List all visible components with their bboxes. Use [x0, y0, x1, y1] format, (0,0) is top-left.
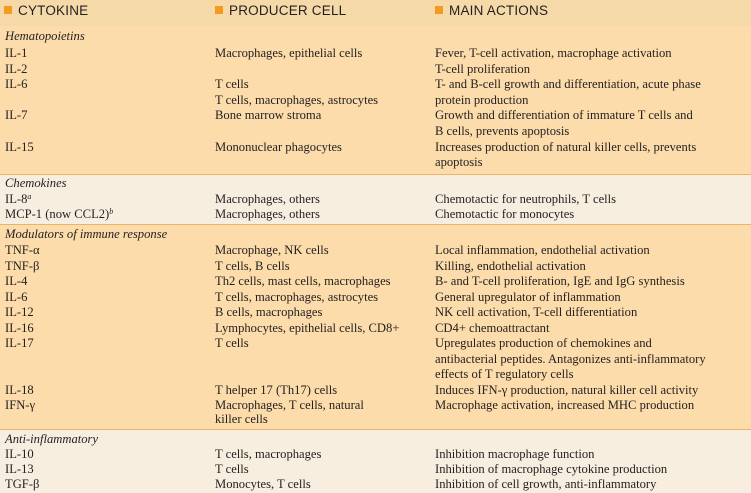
producer-cell: Macrophages, T cells, natural [215, 398, 364, 412]
actions-cell: apoptosis [435, 155, 483, 169]
cytokine-cell: IL-8$^a$ [5, 192, 32, 206]
footnote-marker: a [27, 192, 32, 201]
cytokine-cell: IL-17 [5, 336, 34, 350]
cytokine-cell: IL-18 [5, 383, 34, 397]
section-divider [0, 174, 751, 175]
producer-cell: Monocytes, T cells [215, 477, 311, 491]
actions-cell: T- and B-cell growth and differentiation, acute phase [435, 77, 701, 91]
producer-cell: Macrophages, others [215, 192, 320, 206]
producer-cell: Lymphocytes, epithelial cells, CD8+ [215, 321, 400, 335]
producer-cell: T helper 17 (Th17) cells [215, 383, 338, 397]
producer-cell: Mononuclear phagocytes [215, 140, 342, 154]
actions-cell: Local inflammation, endothelial activation [435, 243, 650, 257]
producer-cell: T cells [215, 77, 249, 91]
actions-cell: Inhibition macrophage function [435, 447, 595, 461]
producer-cell: T cells [215, 336, 249, 350]
bullet-square-icon [4, 6, 12, 14]
producer-cell: killer cells [215, 412, 268, 426]
footnote-marker: b [109, 207, 114, 216]
section-title-anti-inflammatory: Anti-inflammatory [5, 432, 99, 446]
section-title-modulators: Modulators of immune response [5, 227, 168, 241]
cytokine-cell: IL-2 [5, 62, 28, 76]
actions-cell: B- and T-cell proliferation, IgE and IgG synthesis [435, 274, 685, 288]
actions-cell: Chemotactic for neutrophils, T cells [435, 192, 617, 206]
cytokine-cell: IL-12 [5, 305, 34, 319]
actions-cell: CD4+ chemoattractant [435, 321, 550, 335]
actions-cell: Chemotactic for monocytes [435, 207, 575, 221]
producer-cell: Th2 cells, mast cells, macrophages [215, 274, 391, 288]
cytokine-cell: IFN-γ [5, 398, 36, 412]
actions-cell: Growth and differentiation of immature T cells and [435, 108, 693, 122]
cytokine-cell: IL-15 [5, 140, 34, 154]
actions-cell: T-cell proliferation [435, 62, 530, 76]
actions-cell: Inhibition of macrophage cytokine production [435, 462, 668, 476]
actions-cell: Induces IFN-γ production, natural killer cell activity [435, 383, 699, 397]
cytokine-cell: IL-13 [5, 462, 34, 476]
cytokine-cell: IL-10 [5, 447, 34, 461]
producer-cell: T cells, macrophages, astrocytes [215, 93, 379, 107]
actions-cell: antibacterial peptides. Antagonizes anti-inflammatory [435, 352, 706, 366]
actions-cell: effects of T regulatory cells [435, 367, 574, 381]
producer-cell: Macrophages, epithelial cells [215, 46, 363, 60]
producer-cell: T cells, macrophages, astrocytes [215, 290, 379, 304]
section-title-chemokines: Chemokines [5, 176, 67, 190]
producer-cell: T cells, macrophages [215, 447, 322, 461]
header-producer-cell: PRODUCER CELL [215, 3, 346, 18]
actions-cell: Increases production of natural killer cells, prevents [435, 140, 697, 154]
cytokine-cell: IL-6 [5, 290, 28, 304]
actions-cell: Macrophage activation, increased MHC production [435, 398, 695, 412]
cytokine-cell: IL-16 [5, 321, 34, 335]
cytokine-cell: MCP-1 (now CCL2)$^b$ [5, 207, 114, 221]
cytokine-cell: IL-1 [5, 46, 28, 60]
actions-cell: NK cell activation, T-cell differentiation [435, 305, 638, 319]
actions-cell: General upregulator of inflammation [435, 290, 621, 304]
cytokine-cell: TNF-α [5, 243, 40, 257]
producer-cell: Bone marrow stroma [215, 108, 322, 122]
cytokine-cell: IL-6 [5, 77, 28, 91]
actions-cell: B cells, prevents apoptosis [435, 124, 570, 138]
bullet-square-icon [435, 6, 443, 14]
producer-cell: T cells, B cells [215, 259, 290, 273]
actions-cell: Killing, endothelial activation [435, 259, 586, 273]
header-cytokine: CYTOKINE [4, 3, 88, 18]
actions-cell: Fever, T-cell activation, macrophage activation [435, 46, 672, 60]
actions-cell: Inhibition of cell growth, anti-inflammatory [435, 477, 657, 491]
producer-cell: T cells [215, 462, 249, 476]
header-main-actions: MAIN ACTIONS [435, 3, 548, 18]
bullet-square-icon [215, 6, 223, 14]
producer-cell: B cells, macrophages [215, 305, 323, 319]
actions-cell: protein production [435, 93, 529, 107]
cytokine-cell: IL-7 [5, 108, 28, 122]
actions-cell: Upregulates production of chemokines and [435, 336, 652, 350]
cytokine-cell: TGF-β [5, 477, 40, 491]
section-title-hematopoietins: Hematopoietins [5, 29, 85, 43]
producer-cell: Macrophages, others [215, 207, 320, 221]
table-header [0, 0, 751, 27]
cytokine-cell: TNF-β [5, 259, 40, 273]
section-divider [0, 429, 751, 430]
cytokine-cell: IL-4 [5, 274, 28, 288]
producer-cell: Macrophage, NK cells [215, 243, 329, 257]
